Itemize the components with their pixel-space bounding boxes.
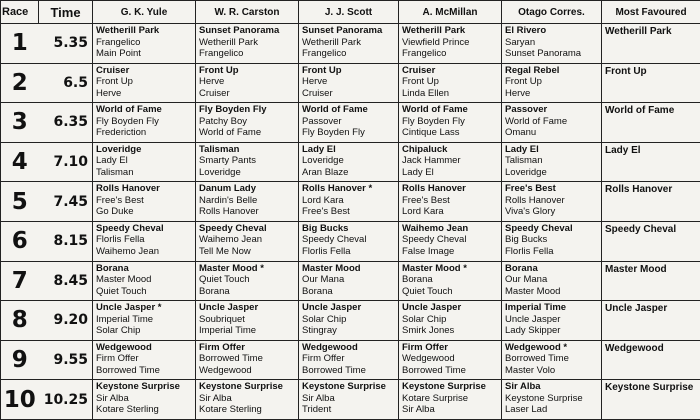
- race-number: 3: [1, 103, 39, 143]
- first-choice: Wedgewood: [96, 341, 152, 353]
- first-choice: Front Up: [199, 64, 239, 76]
- tipster-selection-cell: [93, 340, 196, 380]
- third-choice: Loveridge: [505, 166, 547, 178]
- tipster-selection-cell: [502, 182, 602, 222]
- first-choice: World of Fame: [96, 104, 162, 116]
- third-choice: Trident: [302, 404, 332, 416]
- first-choice: Wedgewood: [302, 341, 358, 353]
- first-choice: Sir Alba: [505, 381, 541, 393]
- second-choice: Fly Boyden Fly: [96, 115, 159, 127]
- first-choice: Cruiser: [96, 64, 130, 76]
- second-choice: Firm Offer: [96, 353, 139, 365]
- third-choice: Borrowed Time: [302, 364, 366, 376]
- tipster-selection-cell: [299, 261, 399, 301]
- first-choice: Borana: [505, 262, 538, 274]
- race-number: 2: [1, 63, 39, 103]
- third-choice: Lady Skipper: [505, 325, 561, 337]
- tipster-selection-cell: [502, 301, 602, 341]
- most-favoured-selection: Master Mood: [602, 261, 700, 301]
- most-favoured-selection: Speedy Cheval: [602, 221, 700, 261]
- second-choice: Wetherill Park: [199, 36, 258, 48]
- race-number: 10: [1, 380, 39, 420]
- third-choice: Free's Best: [302, 206, 350, 218]
- first-choice: Keystone Surprise: [96, 381, 180, 393]
- tipster-selection-cell: [196, 340, 299, 380]
- third-choice: Aran Blaze: [302, 166, 349, 178]
- third-choice: Go Duke: [96, 206, 134, 218]
- tipster-selection-cell: [196, 103, 299, 143]
- race-time: 8.45: [39, 261, 93, 301]
- race-row: [1, 63, 700, 103]
- third-choice: Cruiser: [302, 87, 333, 99]
- second-choice: Imperial Time: [96, 313, 154, 325]
- first-choice: Rolls Hanover *: [302, 183, 373, 195]
- most-favoured-selection: Lady El: [602, 142, 700, 182]
- second-choice: Front Up: [96, 76, 133, 88]
- race-time: 5.35: [39, 24, 93, 64]
- most-favoured-selection: Wedgewood: [602, 340, 700, 380]
- third-choice: Frangelico: [199, 48, 244, 59]
- third-choice: Frederiction: [96, 127, 147, 139]
- first-choice: Wetherill Park: [402, 25, 466, 36]
- first-choice: Speedy Cheval: [199, 222, 267, 234]
- first-choice: Front Up: [302, 64, 342, 76]
- tipster-selection-cell: [196, 261, 299, 301]
- tipster-selection-cell: [502, 261, 602, 301]
- tipster-column-header: J. J. Scott: [299, 1, 399, 24]
- second-choice: Sir Alba: [199, 392, 232, 404]
- second-choice: Talisman: [505, 155, 543, 167]
- tipster-column-header: W. R. Carston: [196, 1, 299, 24]
- third-choice: Cintique Lass: [402, 127, 460, 139]
- second-choice: Solar Chip: [302, 313, 347, 325]
- race-row: [1, 182, 700, 222]
- tipster-selection-cell: [196, 182, 299, 222]
- tipster-column-header: A. McMillan: [399, 1, 502, 24]
- race-time: 7.10: [39, 142, 93, 182]
- third-choice: Waihemo Jean: [96, 245, 160, 257]
- third-choice: Main Point: [96, 48, 141, 59]
- second-choice: Wedgewood: [402, 353, 455, 365]
- first-choice: Keystone Surprise: [402, 381, 486, 393]
- third-choice: Viva's Glory: [505, 206, 556, 218]
- third-choice: Borrowed Time: [402, 364, 466, 376]
- second-choice: Wetherill Park: [302, 36, 361, 48]
- race-number: 8: [1, 301, 39, 341]
- first-choice: Keystone Surprise: [302, 381, 386, 393]
- tipster-selection-cell: [93, 301, 196, 341]
- third-choice: Linda Ellen: [402, 87, 450, 99]
- tipster-selection-cell: [93, 182, 196, 222]
- first-choice: Fly Boyden Fly: [199, 104, 267, 116]
- second-choice: Herve: [199, 76, 225, 88]
- third-choice: Herve: [505, 87, 531, 99]
- second-choice: Kotare Surprise: [402, 392, 469, 404]
- most-favoured-column-header: Most Favoured: [602, 1, 700, 24]
- tipster-selection-cell: [93, 142, 196, 182]
- third-choice: Kotare Sterling: [199, 404, 262, 416]
- tipster-selection-cell: [93, 103, 196, 143]
- race-row: [1, 24, 700, 64]
- tipster-selection-cell: [299, 24, 399, 64]
- race-row: [1, 142, 700, 182]
- first-choice: Lady El: [505, 143, 539, 155]
- third-choice: Lady El: [402, 166, 434, 178]
- third-choice: Sir Alba: [402, 404, 435, 416]
- race-row: [1, 301, 700, 341]
- first-choice: Borana: [96, 262, 129, 274]
- tipster-selection-cell: [399, 142, 502, 182]
- most-favoured-selection: Rolls Hanover: [602, 182, 700, 222]
- first-choice: Chipaluck: [402, 143, 448, 155]
- third-choice: Florlis Fella: [302, 245, 351, 257]
- second-choice: Front Up: [402, 76, 439, 88]
- third-choice: Imperial Time: [199, 325, 257, 337]
- tipster-column-header: Otago Corres.: [502, 1, 602, 24]
- tipster-selection-cell: [502, 380, 602, 420]
- tipster-selection-cell: [93, 261, 196, 301]
- second-choice: Master Mood: [96, 274, 152, 286]
- second-choice: Borrowed Time: [199, 353, 263, 365]
- third-choice: Tell Me Now: [199, 245, 251, 257]
- race-row: [1, 103, 700, 143]
- second-choice: Our Mana: [302, 274, 345, 286]
- race-time: 7.45: [39, 182, 93, 222]
- header-row: [1, 1, 700, 24]
- third-choice: Sunset Panorama: [505, 48, 582, 59]
- first-choice: Master Mood *: [402, 262, 467, 274]
- first-choice: Keystone Surprise: [199, 381, 283, 393]
- tipster-selection-cell: [399, 24, 502, 64]
- tipster-selection-cell: [502, 24, 602, 64]
- first-choice: Speedy Cheval: [96, 222, 164, 234]
- tipster-selection-cell: [299, 103, 399, 143]
- first-choice: Cruiser: [402, 64, 436, 76]
- tipster-selection-cell: [399, 380, 502, 420]
- tipster-selection-cell: [196, 24, 299, 64]
- most-favoured-selection: Uncle Jasper: [602, 301, 700, 341]
- tipster-selection-cell: [93, 221, 196, 261]
- third-choice: Lord Kara: [402, 206, 444, 218]
- tipster-selection-cell: [399, 182, 502, 222]
- first-choice: Rolls Hanover: [96, 183, 160, 195]
- race-number: 9: [1, 340, 39, 380]
- first-choice: Passover: [505, 104, 548, 116]
- race-number: 1: [1, 24, 39, 64]
- third-choice: Borana: [302, 285, 333, 297]
- tipster-selection-cell: [299, 182, 399, 222]
- tipster-selection-cell: [196, 301, 299, 341]
- second-choice: Lord Kara: [302, 194, 344, 206]
- first-choice: World of Fame: [402, 104, 468, 116]
- first-choice: Firm Offer: [199, 341, 245, 353]
- first-choice: Talisman: [199, 143, 240, 155]
- second-choice: Jack Hammer: [402, 155, 461, 167]
- race-time: 6.5: [39, 63, 93, 103]
- second-choice: Free's Best: [402, 194, 450, 206]
- tipster-selection-cell: [299, 380, 399, 420]
- third-choice: Solar Chip: [96, 325, 141, 337]
- third-choice: Omanu: [505, 127, 537, 139]
- third-choice: World of Fame: [199, 127, 262, 139]
- third-choice: Quiet Touch: [402, 285, 453, 297]
- first-choice: Sunset Panorama: [302, 25, 383, 36]
- race-time: 10.25: [39, 380, 93, 420]
- second-choice: Sir Alba: [302, 392, 335, 404]
- tipster-selection-cell: [196, 142, 299, 182]
- first-choice: Big Bucks: [302, 222, 349, 234]
- tips-table-body: [1, 24, 700, 420]
- third-choice: Herve: [96, 87, 122, 99]
- most-favoured-selection: Front Up: [602, 63, 700, 103]
- race-time: 9.55: [39, 340, 93, 380]
- first-choice: Loveridge: [96, 143, 142, 155]
- second-choice: Free's Best: [96, 194, 144, 206]
- most-favoured-selection: World of Fame: [602, 103, 700, 143]
- third-choice: Quiet Touch: [96, 285, 147, 297]
- race-number: 6: [1, 221, 39, 261]
- tipster-selection-cell: [299, 221, 399, 261]
- third-choice: False Image: [402, 245, 455, 257]
- tipster-selection-cell: [299, 142, 399, 182]
- tipster-selection-cell: [93, 380, 196, 420]
- third-choice: Loveridge: [199, 166, 241, 178]
- third-choice: Frangelico: [302, 48, 347, 59]
- second-choice: Viewfield Prince: [402, 36, 470, 48]
- first-choice: Wedgewood *: [505, 341, 568, 353]
- tipster-selection-cell: [93, 24, 196, 64]
- time-column-header: Time: [39, 1, 93, 24]
- second-choice: Our Mana: [505, 274, 548, 286]
- third-choice: Master Volo: [505, 364, 556, 376]
- race-row: [1, 221, 700, 261]
- tipster-column-header: G. K. Yule: [93, 1, 196, 24]
- tipster-selection-cell: [399, 103, 502, 143]
- race-row: [1, 261, 700, 301]
- first-choice: Lady El: [302, 143, 336, 155]
- third-choice: Fly Boyden Fly: [302, 127, 365, 139]
- tipster-selection-cell: [196, 380, 299, 420]
- second-choice: Solar Chip: [402, 313, 447, 325]
- first-choice: Uncle Jasper: [199, 302, 259, 314]
- second-choice: Borrowed Time: [505, 353, 569, 365]
- second-choice: Front Up: [505, 76, 542, 88]
- third-choice: Laser Lad: [505, 404, 548, 416]
- second-choice: Fly Boyden Fly: [402, 115, 465, 127]
- race-number: 5: [1, 182, 39, 222]
- second-choice: Uncle Jasper: [505, 313, 561, 325]
- most-favoured-selection: Wetherill Park: [602, 24, 700, 64]
- second-choice: Big Bucks: [505, 234, 548, 246]
- first-choice: Speedy Cheval: [505, 222, 573, 234]
- first-choice: Danum Lady: [199, 183, 257, 195]
- second-choice: Speedy Cheval: [402, 234, 467, 246]
- second-choice: World of Fame: [505, 115, 568, 127]
- tipster-selection-cell: [502, 103, 602, 143]
- first-choice: World of Fame: [302, 104, 368, 116]
- second-choice: Borana: [402, 274, 433, 286]
- second-choice: Herve: [302, 76, 328, 88]
- third-choice: Florlis Fella: [505, 245, 554, 257]
- first-choice: Free's Best: [505, 183, 556, 195]
- race-number: 4: [1, 142, 39, 182]
- third-choice: Rolls Hanover: [199, 206, 259, 218]
- second-choice: Saryan: [505, 36, 536, 48]
- first-choice: Rolls Hanover: [402, 183, 466, 195]
- third-choice: Wedgewood: [199, 364, 252, 376]
- second-choice: Firm Offer: [302, 353, 345, 365]
- first-choice: Master Mood: [302, 262, 361, 274]
- third-choice: Stingray: [302, 325, 337, 337]
- third-choice: Borrowed Time: [96, 364, 160, 376]
- second-choice: Quiet Touch: [199, 274, 250, 286]
- tipster-selection-cell: [196, 221, 299, 261]
- third-choice: Master Mood: [505, 285, 561, 297]
- tipster-selection-cell: [399, 340, 502, 380]
- second-choice: Smarty Pants: [199, 155, 257, 167]
- race-time: 6.35: [39, 103, 93, 143]
- race-time: 8.15: [39, 221, 93, 261]
- tipster-selection-cell: [502, 63, 602, 103]
- first-choice: Waihemo Jean: [402, 222, 469, 234]
- first-choice: Regal Rebel: [505, 64, 560, 76]
- tipster-selection-cell: [299, 301, 399, 341]
- race-row: [1, 340, 700, 380]
- race-number: 7: [1, 261, 39, 301]
- race-time: 9.20: [39, 301, 93, 341]
- second-choice: Nardin's Belle: [199, 194, 258, 206]
- tipster-selection-cell: [502, 221, 602, 261]
- first-choice: Uncle Jasper *: [96, 302, 162, 314]
- second-choice: Keystone Surprise: [505, 392, 583, 404]
- second-choice: Patchy Boy: [199, 115, 248, 127]
- most-favoured-selection: Keystone Surprise: [602, 380, 700, 420]
- second-choice: Florlis Fella: [96, 234, 145, 246]
- third-choice: Kotare Sterling: [96, 404, 159, 416]
- second-choice: Lady El: [96, 155, 128, 167]
- tipster-selection-cell: [399, 221, 502, 261]
- tipster-selection-cell: [299, 63, 399, 103]
- second-choice: Sir Alba: [96, 392, 129, 404]
- second-choice: Rolls Hanover: [505, 194, 565, 206]
- tipster-selection-cell: [399, 301, 502, 341]
- second-choice: Waihemo Jean: [199, 234, 263, 246]
- tipster-selection-cell: [93, 63, 196, 103]
- first-choice: Uncle Jasper: [402, 302, 462, 314]
- second-choice: Loveridge: [302, 155, 344, 167]
- race-column-header: Race: [1, 1, 39, 24]
- second-choice: Speedy Cheval: [302, 234, 367, 246]
- race-row: [1, 380, 700, 420]
- second-choice: Frangelico: [96, 36, 141, 48]
- third-choice: Frangelico: [402, 48, 447, 59]
- first-choice: Sunset Panorama: [199, 25, 280, 36]
- third-choice: Cruiser: [199, 87, 230, 99]
- tipster-selection-cell: [196, 63, 299, 103]
- third-choice: Talisman: [96, 166, 134, 178]
- third-choice: Smirk Jones: [402, 325, 455, 337]
- tipster-selection-cell: [399, 63, 502, 103]
- first-choice: Firm Offer: [402, 341, 448, 353]
- first-choice: Wetherill Park: [96, 25, 160, 36]
- first-choice: Master Mood *: [199, 262, 264, 274]
- first-choice: Imperial Time: [505, 302, 567, 314]
- tipster-selection-cell: [299, 340, 399, 380]
- tipster-selection-cell: [399, 261, 502, 301]
- tipster-selection-cell: [502, 340, 602, 380]
- second-choice: Soubriquet: [199, 313, 245, 325]
- first-choice: Uncle Jasper: [302, 302, 362, 314]
- third-choice: Borana: [199, 285, 230, 297]
- second-choice: Passover: [302, 115, 342, 127]
- first-choice: El Rivero: [505, 25, 547, 36]
- tipster-selection-cell: [502, 142, 602, 182]
